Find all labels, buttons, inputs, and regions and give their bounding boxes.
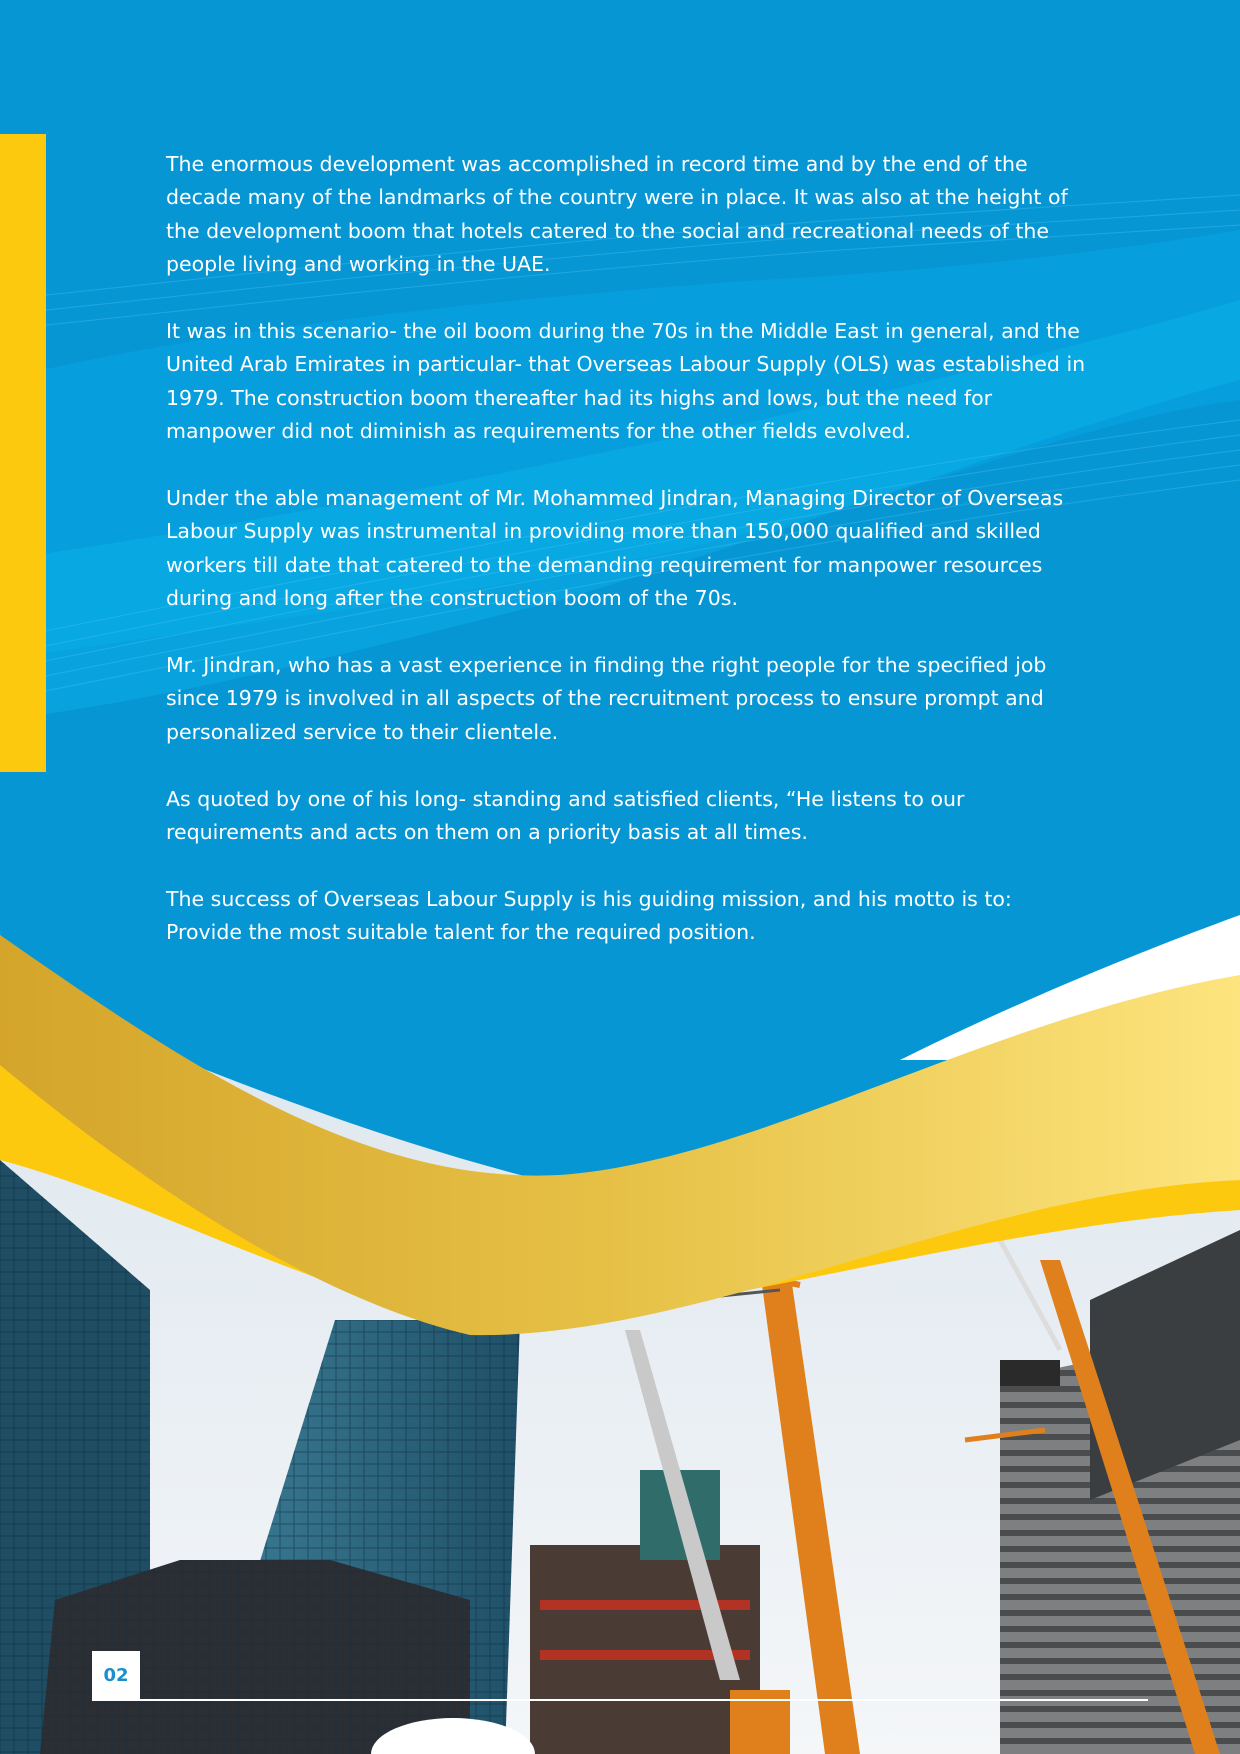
paragraph: The success of Overseas Labour Supply is his guiding mission, and his motto is to: Provide the most suitable talent for the required position. (166, 886, 1012, 945)
body-text (166, 148, 1086, 983)
paragraph: As quoted by one of his long- standing and satisfied clients, “He listens to our requirements and acts on them on a priority basis at all times. (166, 786, 965, 845)
footer-rule (92, 1699, 1148, 1701)
paragraph: Mr. Jindran, who has a vast experience in finding the right people for the specified job since 1979 is involved in all aspects of the recruitment process to ensure prompt and personalized service to their clientele. (166, 653, 1047, 744)
paragraph: The enormous development was accomplished in record time and by the end of the decade many of the landmarks of the country were in place. It was also at the height of the development boom that hotels catered to the social and recreational needs of the people living and working in the UAE. (166, 152, 1068, 277)
paragraph: Under the able management of Mr. Mohammed Jindran, Managing Director of Overseas Labour Supply was instrumental in providing more than 150,000 qualified and skilled workers till date that catered to the demanding requirement for manpower resources during and long after the construction boom of the 70s. (166, 486, 1064, 611)
page-number: 02 (92, 1651, 140, 1699)
yellow-side-bar (0, 134, 46, 772)
paragraph: It was in this scenario- the oil boom during the 70s in the Middle East in general, and the United Arab Emirates in particular- that Overseas Labour Supply (OLS) was established in 1979. The construction boom thereafter had its highs and lows, but the need for manpower did not diminish as requirements for the other fields evolved. (166, 319, 1086, 444)
